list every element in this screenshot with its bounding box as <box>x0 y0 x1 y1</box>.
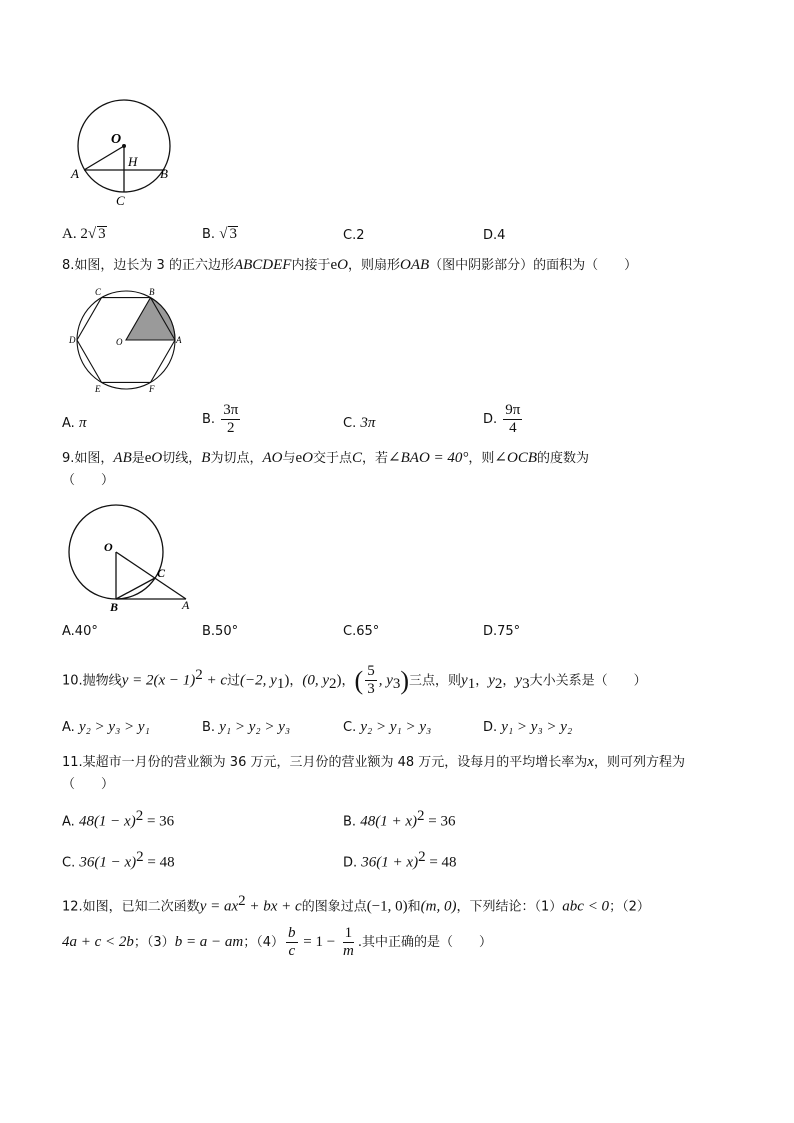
q9-answer-paren: （ ） <box>62 473 115 488</box>
segment-bc <box>116 578 155 599</box>
q7-option-a-text: A. 2 <box>62 226 88 242</box>
segment-oa <box>84 146 124 170</box>
sector-oab-shaded <box>126 298 175 340</box>
q10-option-c[interactable]: C. y₂ > y₁ > y₃ <box>343 719 432 735</box>
q8-option-d[interactable]: D. $\frac{9\pi}{4}$ <box>483 402 521 436</box>
q11-option-d[interactable]: D. $36(1 + x)^2 = 48$ <box>343 849 457 871</box>
q11-option-b[interactable]: B. $48(1 + x)^2 = 36$ <box>343 808 456 830</box>
q11-option-a[interactable]: A. $48(1 - x)^2 = 36$ <box>62 808 175 830</box>
q10-option-a[interactable]: A. y₂ > y₃ > y₁ <box>62 719 150 735</box>
label-b: B <box>110 600 119 614</box>
q7-option-d[interactable] <box>483 228 505 243</box>
segment-oa <box>116 552 186 599</box>
figure-q9-tangent <box>66 497 198 615</box>
label-a: A <box>182 598 190 612</box>
q10-stem: 10.抛物线$y = 2(x - 1)^2 + c$过(−2, $y_1$)，(0, $y_2$)，( $\frac{5}{3}$ , $y_3$)三点，则$y_1$，$y_2$，$y_3$大小关系是（ ） <box>62 663 647 698</box>
figure-q7-circle-chord <box>62 95 192 210</box>
q9-option-d[interactable]: D.75° <box>483 624 521 639</box>
q8-option-d-fraction: $\frac{9\pi}{4}$ <box>505 402 521 436</box>
label-c: C <box>116 193 125 208</box>
q7-option-a-radicand: 3 <box>98 226 106 242</box>
q10-option-b[interactable]: B. y₁ > y₂ > y₃ <box>202 719 291 735</box>
label-b: B <box>160 166 168 181</box>
label-o: O <box>111 132 122 147</box>
label-o: O <box>104 540 113 554</box>
label-b: B <box>149 288 155 297</box>
q9-option-c[interactable]: C.65° <box>343 624 380 639</box>
label-a: A <box>71 166 79 181</box>
q8-stem: 8.如图，边长为 3 的正六边形ABCDEF内接于eO，则扇形OAB（图中阴影部分）的面积为（ ） <box>62 257 638 273</box>
q11-option-c[interactable]: C. $36(1 - x)^2 = 48$ <box>62 849 175 871</box>
q11-answer-paren: （ ） <box>62 777 115 792</box>
label-h: H <box>128 154 138 169</box>
q7-option-b-label: B. <box>202 227 216 242</box>
figure-q8-hexagon <box>66 288 190 396</box>
q10-point3-fraction: $\frac{5}{3}$ <box>367 663 375 698</box>
q11-stem: 11.某超市一月份的营业额为 36 万元，三月份的营业额为 48 万元，设每月的平均增长率为x，则可列方程为 <box>62 754 685 770</box>
label-e: E <box>95 384 101 394</box>
q12-stem-line1: 12.如图，已知二次函数$y = ax^2$ + bx + c的图象过点(−1, 0)和(m, 0)，下列结论：（1）abc < 0；（2） <box>62 893 650 915</box>
q9-stem: 9.如图，AB是eO切线，B为切点，AO与eO交于点C，若∠BAO = 40°，则∠OCB的度数为 <box>62 450 590 466</box>
label-f: F <box>149 384 155 394</box>
q8-option-a[interactable]: A. π <box>62 415 87 431</box>
q12-fraction-1-over-m: $\frac{1}{m}$ <box>342 925 354 959</box>
label-c: C <box>95 288 102 297</box>
q7-option-c-text: C.2 <box>343 228 365 243</box>
label-c: C <box>157 566 166 580</box>
q7-option-b[interactable]: B. √ 3 <box>202 226 237 242</box>
q7-option-d-text: D.4 <box>483 228 506 243</box>
q8-option-b-fraction: $\frac{3\pi}{2}$ <box>223 402 239 436</box>
q7-option-c[interactable] <box>343 228 364 243</box>
label-a: A <box>176 335 182 345</box>
q8-option-c[interactable]: C. 3π <box>343 415 376 431</box>
center-point <box>122 144 126 148</box>
label-d: D <box>69 335 76 345</box>
q9-option-a[interactable]: A.40° <box>62 624 98 639</box>
q7-option-a[interactable]: A. 2√ 3 <box>62 226 106 242</box>
q12-fraction-b-over-c: $\frac{b}{c}$ <box>288 925 296 959</box>
q9-option-b[interactable]: B.50° <box>202 624 239 639</box>
q7-option-b-radicand: 3 <box>229 226 237 242</box>
q10-option-d[interactable]: D. y₁ > y₃ > y₂ <box>483 719 573 735</box>
q12-stem-line2: 4a + c < 2b；（3）b = a − am；（4） $\frac{b}{c}$ = 1 − $\frac{1}{m}$ .其中正确的是（ ） <box>62 925 492 959</box>
q8-option-b[interactable]: B. $\frac{3\pi}{2}$ <box>202 402 239 436</box>
label-o: O <box>116 337 123 347</box>
